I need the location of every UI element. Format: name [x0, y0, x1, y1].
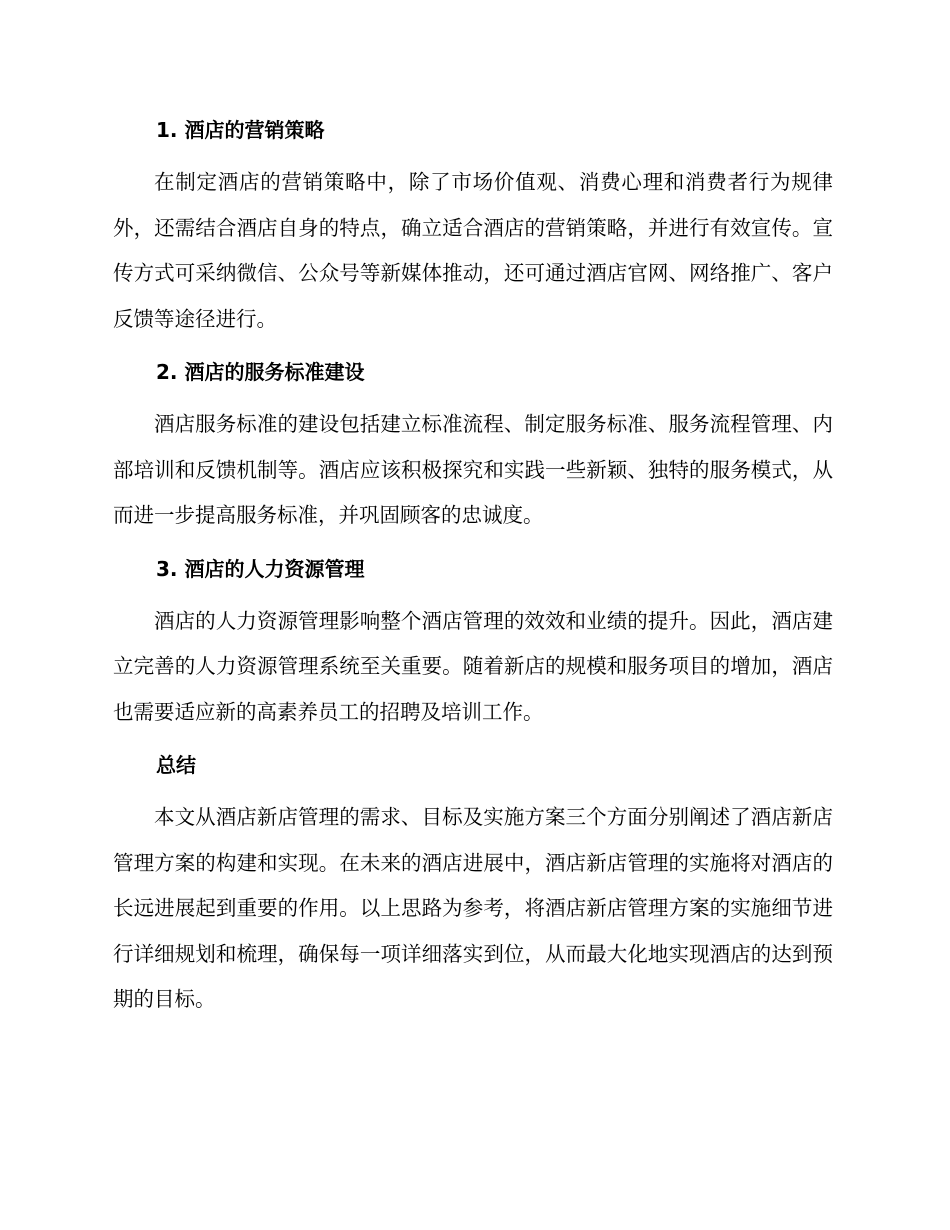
section-heading: 1. 酒店的营销策略 [156, 118, 325, 142]
section-paragraph: 在制定酒店的营销策略中，除了市场价值观、消费心理和消费者行为规律外，还需结合酒店自身的特点，确立适合酒店的营销策略，并进行有效宣传。宣传方式可采纳微信、公众号等新媒体推动，还可通过酒店官网、网络推广、客户反馈等途径进行。 [113, 170, 833, 331]
section-summary [113, 743, 833, 1023]
section-heading: 2. 酒店的服务标准建设 [156, 360, 365, 384]
section-paragraph: 酒店服务标准的建设包括建立标准流程、制定服务标准、服务流程管理、内部培训和反馈机制等。酒店应该积极探究和实践一些新颖、独特的服务模式，从而进一步提高服务标准，并巩固顾客的忠诚度。 [113, 412, 833, 527]
section-service-standards [113, 350, 833, 539]
section-marketing [113, 108, 833, 342]
section-human-resources [113, 547, 833, 736]
section-heading: 3. 酒店的人力资源管理 [156, 556, 365, 581]
section-heading: 总结 [156, 753, 196, 777]
document-page [113, 108, 833, 1023]
section-paragraph: 本文从酒店新店管理的需求、目标及实施方案三个方面分别阐述了酒店新店管理方案的构建和实现。在未来的酒店进展中，酒店新店管理的实施将对酒店的长远进展起到重要的作用。以上思路为参考，将酒店新店管理方案的实施细节进行详细规划和梳理，确保每一项详细落实到位，从而最大化地实现酒店的达到预期的目标。 [113, 805, 833, 1011]
section-paragraph: 酒店的人力资源管理影响整个酒店管理的效效和业绩的提升。因此，酒店建立完善的人力资源管理系统至关重要。随着新店的规模和服务项目的增加，酒店也需要适应新的高素养员工的招聘及培训工作。 [113, 608, 833, 724]
